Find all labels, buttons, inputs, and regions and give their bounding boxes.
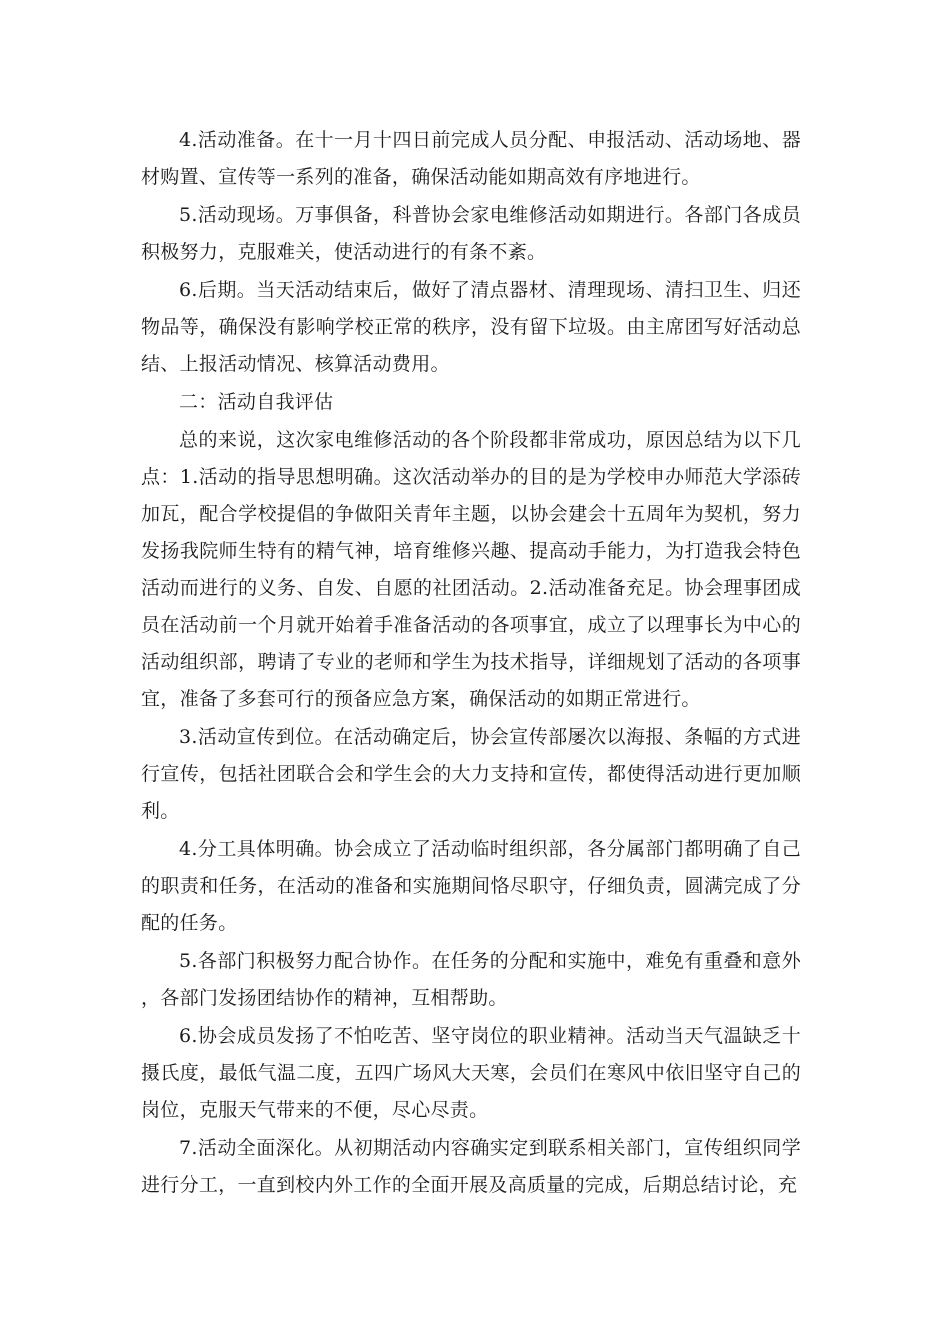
paragraph-deepening: 7.活动全面深化。从初期活动内容确实定到联系相关部门，宣传组织同学进行分工，一直到校内外工作的全面开展及高质量的完成，后期总结讨论，充 [141, 1137, 801, 1196]
section-heading-self-evaluation: 二：活动自我评估 [179, 391, 334, 413]
paragraph-post-activity: 6.后期。当天活动结束后，做好了清点器材、清理现场、清扫卫生、归还物品等，确保没有影响学校正常的秩序，没有留下垃圾。由主席团写好活动总结、上报活动情况、核算活动费用。 [141, 279, 801, 375]
paragraph-activity-site: 5.活动现场。万事俱备，科普协会家电维修活动如期进行。各部门各成员积极努力，克服难关，使活动进行的有条不紊。 [141, 204, 801, 263]
paragraph-overall-summary: 总的来说，这次家电维修活动的各个阶段都非常成功，原因总结为以下几点：1.活动的指导思想明确。这次活动举办的目的是为学校申办师范大学添砖加瓦，配合学校提倡的争做阳关青年主题，以协会建会十五周年为契机，努力发扬我院师生特有的精气神，培育维修兴趣、提高动手能力，为打造我会特色活动而进行的义务、自发、自愿的社团活动。2.活动准备充足。协会理事团成员在活动前一个月就开始着手准备活动的各项事宜，成立了以理事长为中心的活动组织部，聘请了专业的老师和学生为技术指导，详细规划了活动的各项事宜，准备了多套可行的预备应急方案，确保活动的如期正常进行。 [141, 429, 801, 710]
document-body [141, 122, 801, 1204]
paragraph-dedication: 6.协会成员发扬了不怕吃苦、坚守岗位的职业精神。活动当天气温缺乏十摄氏度，最低气温二度，五四广场风大天寒，会员们在寒风中依旧坚守自己的岗位，克服天气带来的不便，尽心尽责。 [141, 1025, 801, 1121]
paragraph-division-of-labor: 4.分工具体明确。协会成立了活动临时组织部，各分属部门都明确了自己的职责和任务，在活动的准备和实施期间恪尽职守，仔细负责，圆满完成了分配的任务。 [141, 838, 801, 934]
paragraph-cooperation: 5.各部门积极努力配合协作。在任务的分配和实施中，难免有重叠和意外，各部门发扬团结协作的精神，互相帮助。 [141, 950, 801, 1009]
paragraph-publicity: 3.活动宣传到位。在活动确定后，协会宣传部屡次以海报、条幅的方式进行宣传，包括社团联合会和学生会的大力支持和宣传，都使得活动进行更加顺利。 [141, 726, 801, 822]
paragraph-activity-preparation: 4.活动准备。在十一月十四日前完成人员分配、申报活动、活动场地、器材购置、宣传等一系列的准备，确保活动能如期高效有序地进行。 [141, 129, 801, 188]
